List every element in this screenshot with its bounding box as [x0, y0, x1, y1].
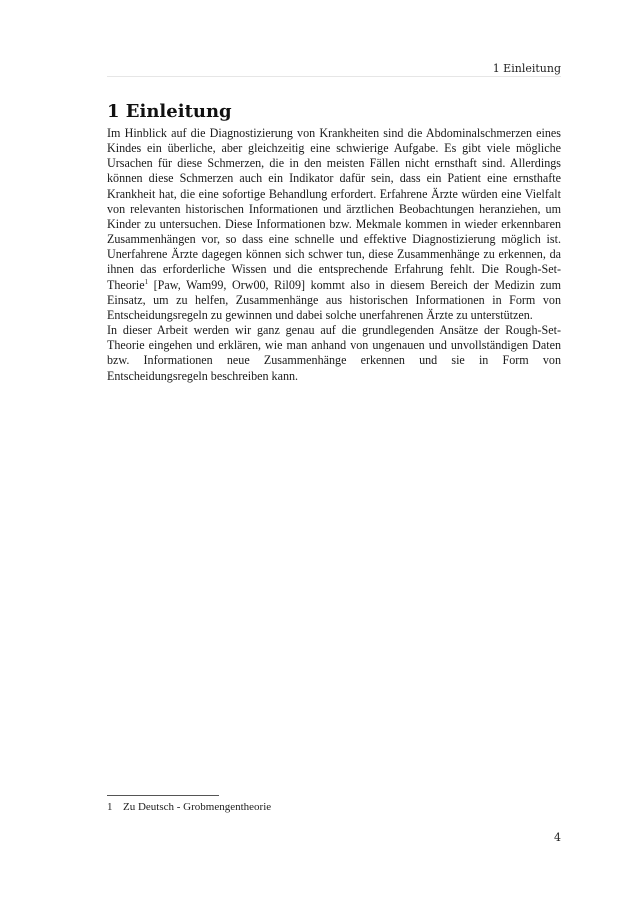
header-divider	[107, 76, 561, 77]
footnote-reference[interactable]: 1	[144, 277, 149, 286]
paragraph-intro	[107, 126, 561, 323]
running-header: 1 Einleitung	[492, 62, 561, 75]
paragraph-scope: In dieser Arbeit werden wir ganz genau auf die grundlegenden Ansätze der Rough-Set-Theorie eingehen und erklären, wie man anhand von ungenauen und unvollständigen Daten bzw. Informationen neue Zusammenhänge erkennen und sie in Form von Entscheidungsregeln beschreiben kann.	[107, 323, 561, 383]
paragraph-intro-continued: [Paw, Wam99, Orw00, Ril09] kommt also in diesem Bereich der Medizin zum Einsatz, um zu helfen, Zusammenhänge aus historischen Informationen in Form von Entscheidungsregeln zu gewinnen und dabei solche unerfahrenen Ärzte zu unterstützen.	[107, 277, 561, 322]
footnote-text: Zu Deutsch - Grobmengentheorie	[123, 801, 272, 813]
chapter-title: 1 Einleitung	[107, 101, 232, 122]
page-number: 4	[554, 831, 561, 844]
body-text	[107, 126, 561, 384]
footnote	[107, 801, 271, 813]
footnote-divider	[107, 795, 219, 796]
paragraph-intro-text: Im Hinblick auf die Diagnostizierung von Krankheiten sind die Abdominalschmerzen eines Kindes ein überliche, aber gleichzeitig eine schwierige Aufgabe. Es gibt viele mögliche Ursachen für diese Schmerzen, die in den meisten Fällen nicht ernsthaft sind. Allerdings können diese Schmerzen auch ein Indikator dafür sein, dass ein Patient eine ernsthafte Krankheit hat, die eine sofortige Behandlung erfordert. Erfahrene Ärzte würden eine Vielfalt von relevanten historischen Informationen und ärztlichen Beobachtungen heranziehen, um Kinder zu untersuchen. Diese Informationen bzw. Mekmale kommen in wieder erkennbaren Zusammenhängen vor, so dass eine schnelle und effektive Diagnostizierung möglich ist. Unerfahrene Ärzte dagegen können sich schwer tun, diese Zusammenhänge zu erkennen, da ihnen das erforderliche Wissen und die entsprechende Erfahrung fehlt. Die Rough-Set-Theorie	[107, 126, 561, 292]
footnote-number: 1	[107, 801, 113, 813]
